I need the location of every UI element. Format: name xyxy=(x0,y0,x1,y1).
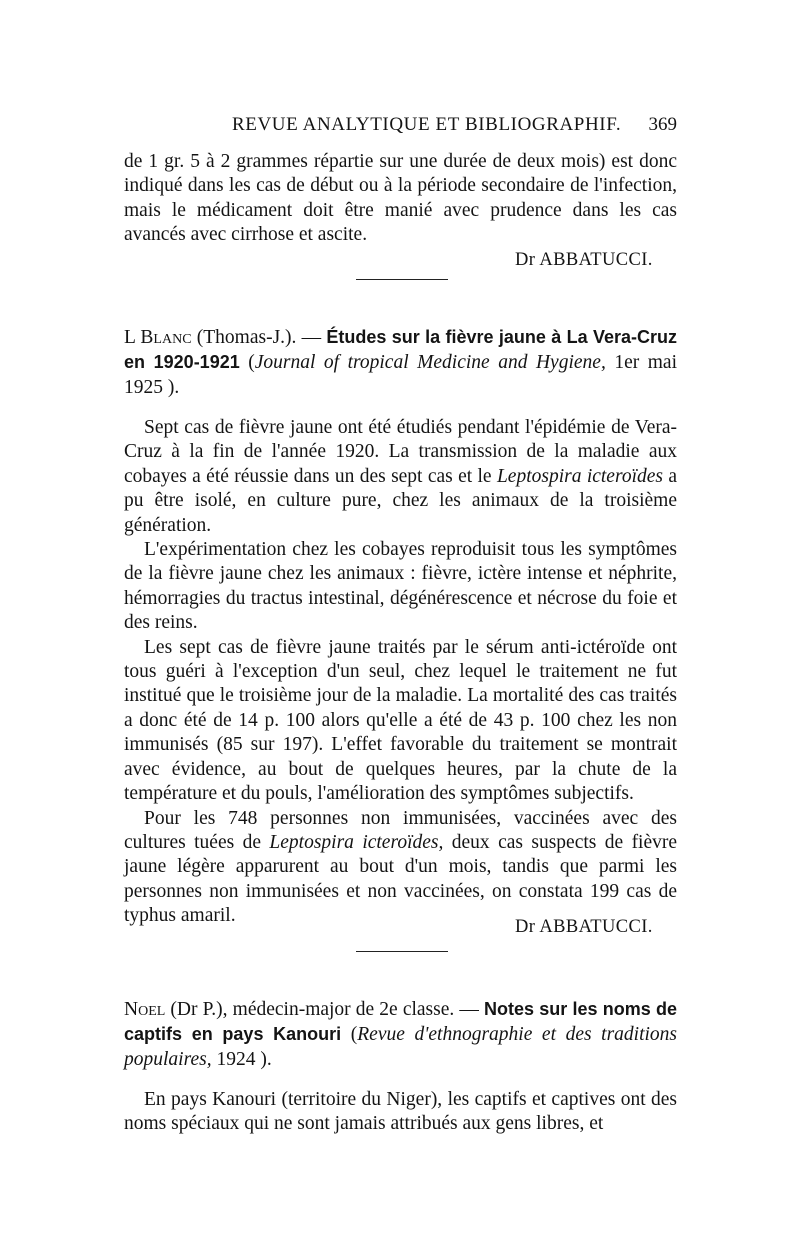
review-2-body xyxy=(124,1088,677,1137)
review-2-date: 1924 ). xyxy=(216,1048,272,1070)
review-2-heading xyxy=(124,997,677,1072)
body-4-text-a: Pour les 748 personnes non immunisées, vaccinées avec des cultures tuées de xyxy=(124,807,677,853)
body-paragraph-3: Les sept cas de fièvre jaune traités par le sérum anti-ictéroïde ont tous guéri à l'exception d'un seul, chez lequel le traitement ne fut institué que le troisième jour de la maladie. La mortalité des cas traités a donc été de 14 p. 100 alors qu'elle a été de 43 p. 100 chez les non immunisés (85 sur 197). L'effet favorable du traitement se montrait avec évidence, au bout de quelques heures, par la chute de la température et du pouls, l'amélioration des symptômes subjectifs. xyxy=(124,636,677,805)
section-divider-1 xyxy=(356,279,448,280)
review-2-author-rest: (Dr P.), médecin-major de 2e classe. — xyxy=(170,999,479,1020)
body-paragraph-4 xyxy=(124,807,677,929)
review-2-title: Notes sur les noms de captifs en pays Kanouri xyxy=(124,999,678,1045)
review-1-author: L Blanc xyxy=(124,327,192,348)
review-1-heading xyxy=(124,325,677,400)
body-paragraph-2: L'expérimentation chez les cobayes reproduisit tous les symptômes de la fièvre jaune chez les animaux : fièvre, ictère intense et néphrite, hémorragies du tractus intestinal, dégénérescence et nécrose du foie et des reins. xyxy=(124,539,677,634)
body-4-species: Leptospira icteroïdes, xyxy=(269,831,444,853)
intro-paragraph xyxy=(124,150,677,248)
review-1-date: 1er mai 1925 ). xyxy=(124,352,677,398)
body-1-text-a: Sept cas de fièvre jaune ont été étudiés pendant l'épidémie de Vera-Cruz à la fin de l'année 1920. La transmission de la maladie aux cobayes a été réussie dans un des sept cas et le xyxy=(124,417,677,487)
page-number: 369 xyxy=(648,114,677,135)
body-paragraph-5: En pays Kanouri (territoire du Niger), les captifs et captives ont des noms spéciaux qui ne sont jamais attribués aux gens libres, et xyxy=(124,1089,677,1135)
review-1-title: Études sur la fièvre jaune à La Vera-Cruz en 1920-1921 xyxy=(124,327,678,373)
review-1-source-open: ( xyxy=(248,352,255,374)
body-1-text-b: a pu être isolé, en culture pure, chez les animaux de la troisième génération. xyxy=(124,465,678,536)
signature-1: Dr ABBATUCCI. xyxy=(515,250,653,270)
review-2-source-open: ( xyxy=(350,1024,358,1046)
page-header xyxy=(124,114,677,142)
review-1-source: Journal of tropical Medicine and Hygiene, xyxy=(254,352,606,374)
review-2-source: Revue d'ethnographie et des traditions populaires, xyxy=(124,1024,678,1070)
review-2-author: Noel xyxy=(124,999,166,1020)
review-1-body xyxy=(124,416,677,929)
section-divider-2 xyxy=(356,951,448,952)
body-1-species: Leptospira icteroïdes xyxy=(496,465,663,487)
intro-text: de 1 gr. 5 à 2 grammes répartie sur une durée de deux mois) est donc indiqué dans les cas de début ou à la période secondaire de l'infection, mais le médicament doit être manié avec prudence dans les cas avancés avec cirrhose et ascite. xyxy=(124,151,677,246)
body-paragraph-1 xyxy=(124,416,677,538)
review-1-author-rest: (Thomas-J.). — xyxy=(196,327,322,348)
running-title: REVUE ANALYTIQUE ET BIBLIOGRAPHIF. xyxy=(232,114,622,135)
signature-2: Dr ABBATUCCI. xyxy=(515,917,653,937)
body-4-text-b: deux cas suspects de fièvre jaune légère apparurent au bout d'un mois, tandis que parmi les personnes non immunisées et non vaccinées, on constata 199 cas de typhus amaril. xyxy=(124,831,678,927)
